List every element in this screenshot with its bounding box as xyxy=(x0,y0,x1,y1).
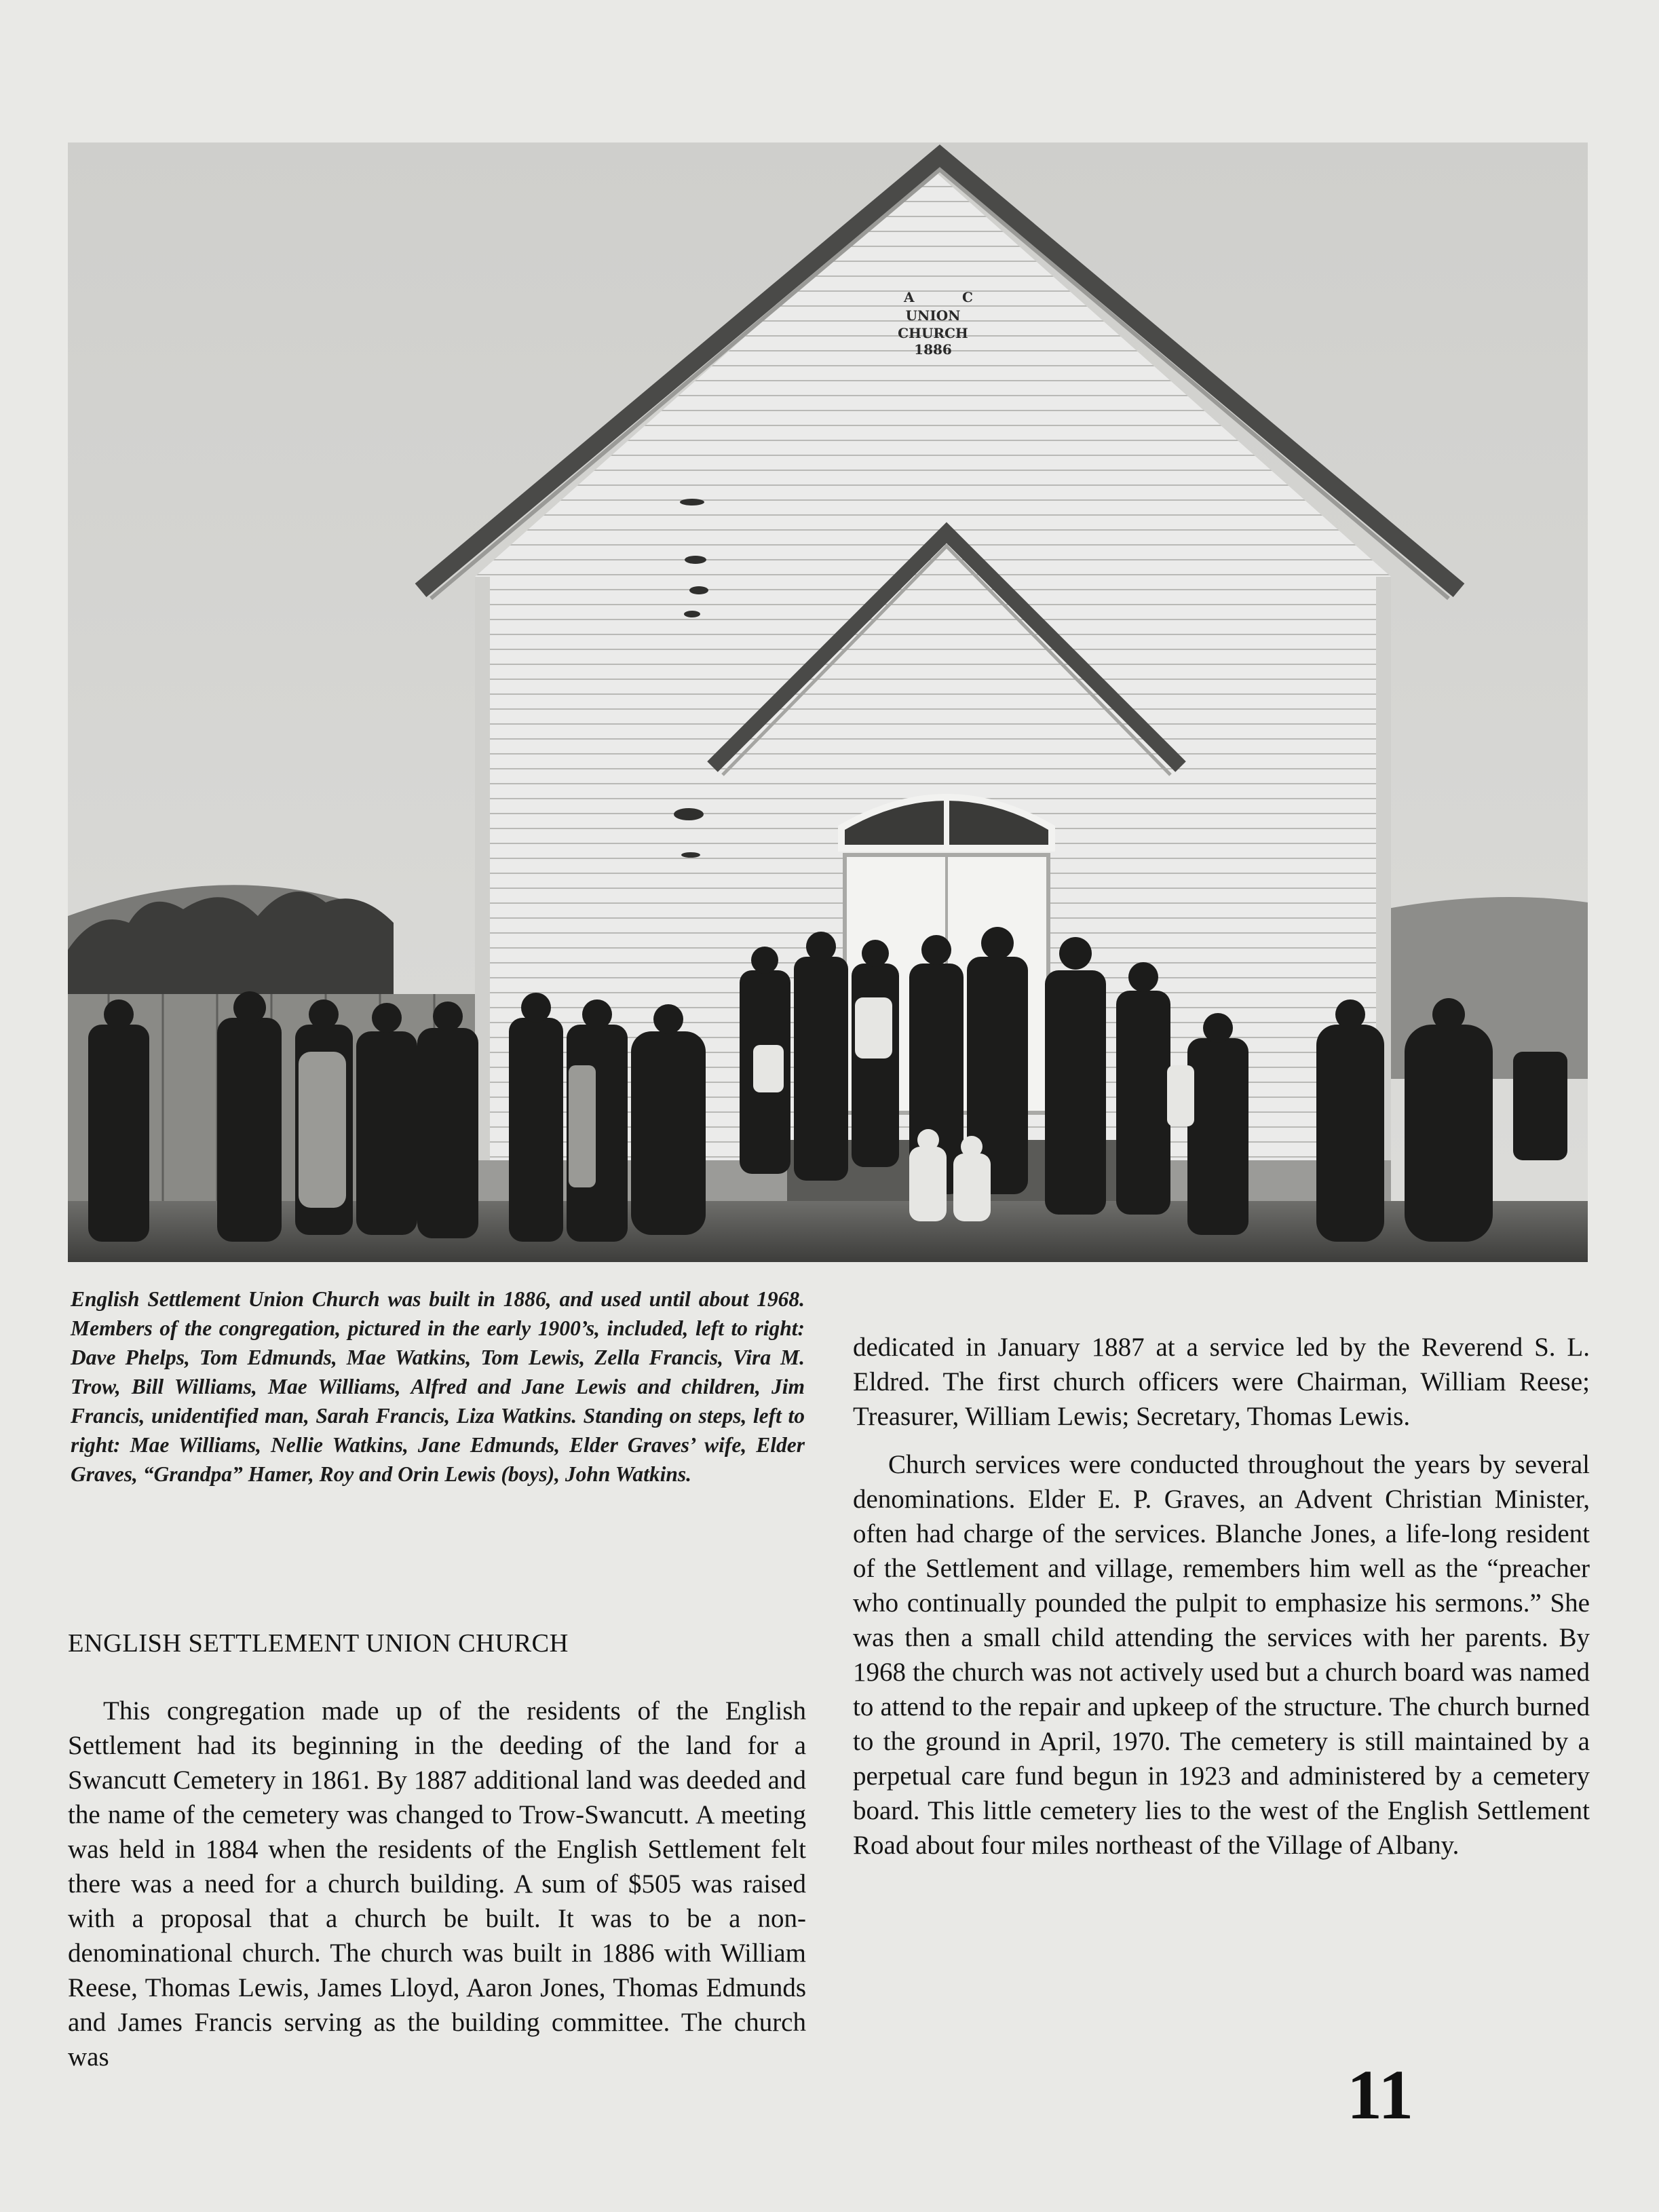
article-heading: ENGLISH SETTLEMENT UNION CHURCH xyxy=(68,1629,569,1658)
svg-text:1886: 1886 xyxy=(914,341,952,358)
article-paragraph: Church services were conducted throughout the years by several denominations. Elder E. P. Graves, an Advent Christian Minister, often had charge of the services. Blanche Jones, a life-long resident of the Settlement and village, remembers him well as the “preacher who continually pounded the pulpit to emphasize his sermons.” She was then a small child attending the services with her parents. By 1968 the church was not actively used but a church board was named to attend to the repair and upkeep of the structure. The church burned to the ground in April, 1970. The cemetery is still maintained by a perpetual care fund begun in 1923 and administered by a cemetery board. This little cemetery lies to the west of the English Settlement Road about four miles northeast of the Village of Albany. xyxy=(853,1450,1590,1860)
article-paragraph: dedicated in January 1887 at a service led by the Reverend S. L. Eldred. The first church officers were Chairman, William Reese; Treasurer, William Lewis; Secretary, Thomas Lewis. xyxy=(853,1333,1590,1431)
svg-text:C: C xyxy=(962,289,973,305)
church-photograph xyxy=(68,142,1588,1262)
article-left-column xyxy=(68,1694,806,2074)
article-paragraph: This congregation made up of the residents of the English Settlement had its beginning in the deeding of the land for a Swancutt Cemetery in 1861. By 1887 additional land was deeded and the name of the cemetery was changed to Trow-Swancutt. A meeting was held in 1884 when the residents of the English Settlement felt there was a need for a church building. A sum of $505 was raised with a proposal that a church be built. It was to be a non-denominational church. The church was built in 1886 with William Reese, Thomas Lewis, James Lloyd, Aaron Jones, Thomas Edmunds and James Francis serving as the building committee. The church was xyxy=(68,1696,806,2072)
svg-text:A: A xyxy=(904,289,915,305)
photo-caption: English Settlement Union Church was built in 1886, and used until about 1968. Members of the congregation, pictured in the early 1900’s, included, left to right: Dave Phelps, Tom Edmunds, Mae Watkins, Tom Lewis, Zella Francis, Vira M. Trow, Bill Williams, Mae Williams, Alfred and Jane Lewis and children, Jim Francis, unidentified man, Sarah Francis, Liza Watkins. Standing on steps, left to right: Mae Williams, Nellie Watkins, Jane Edmunds, Elder Graves’ wife, Elder Graves, “Grandpa” Hamer, Roy and Orin Lewis (boys), John Watkins. xyxy=(71,1287,805,1486)
svg-text:UNION: UNION xyxy=(905,307,961,324)
article-right-column xyxy=(853,1330,1590,1863)
svg-text:CHURCH: CHURCH xyxy=(898,325,968,341)
page-number: 11 xyxy=(1347,2056,1414,2134)
church-photo-illustration xyxy=(68,142,1588,1262)
